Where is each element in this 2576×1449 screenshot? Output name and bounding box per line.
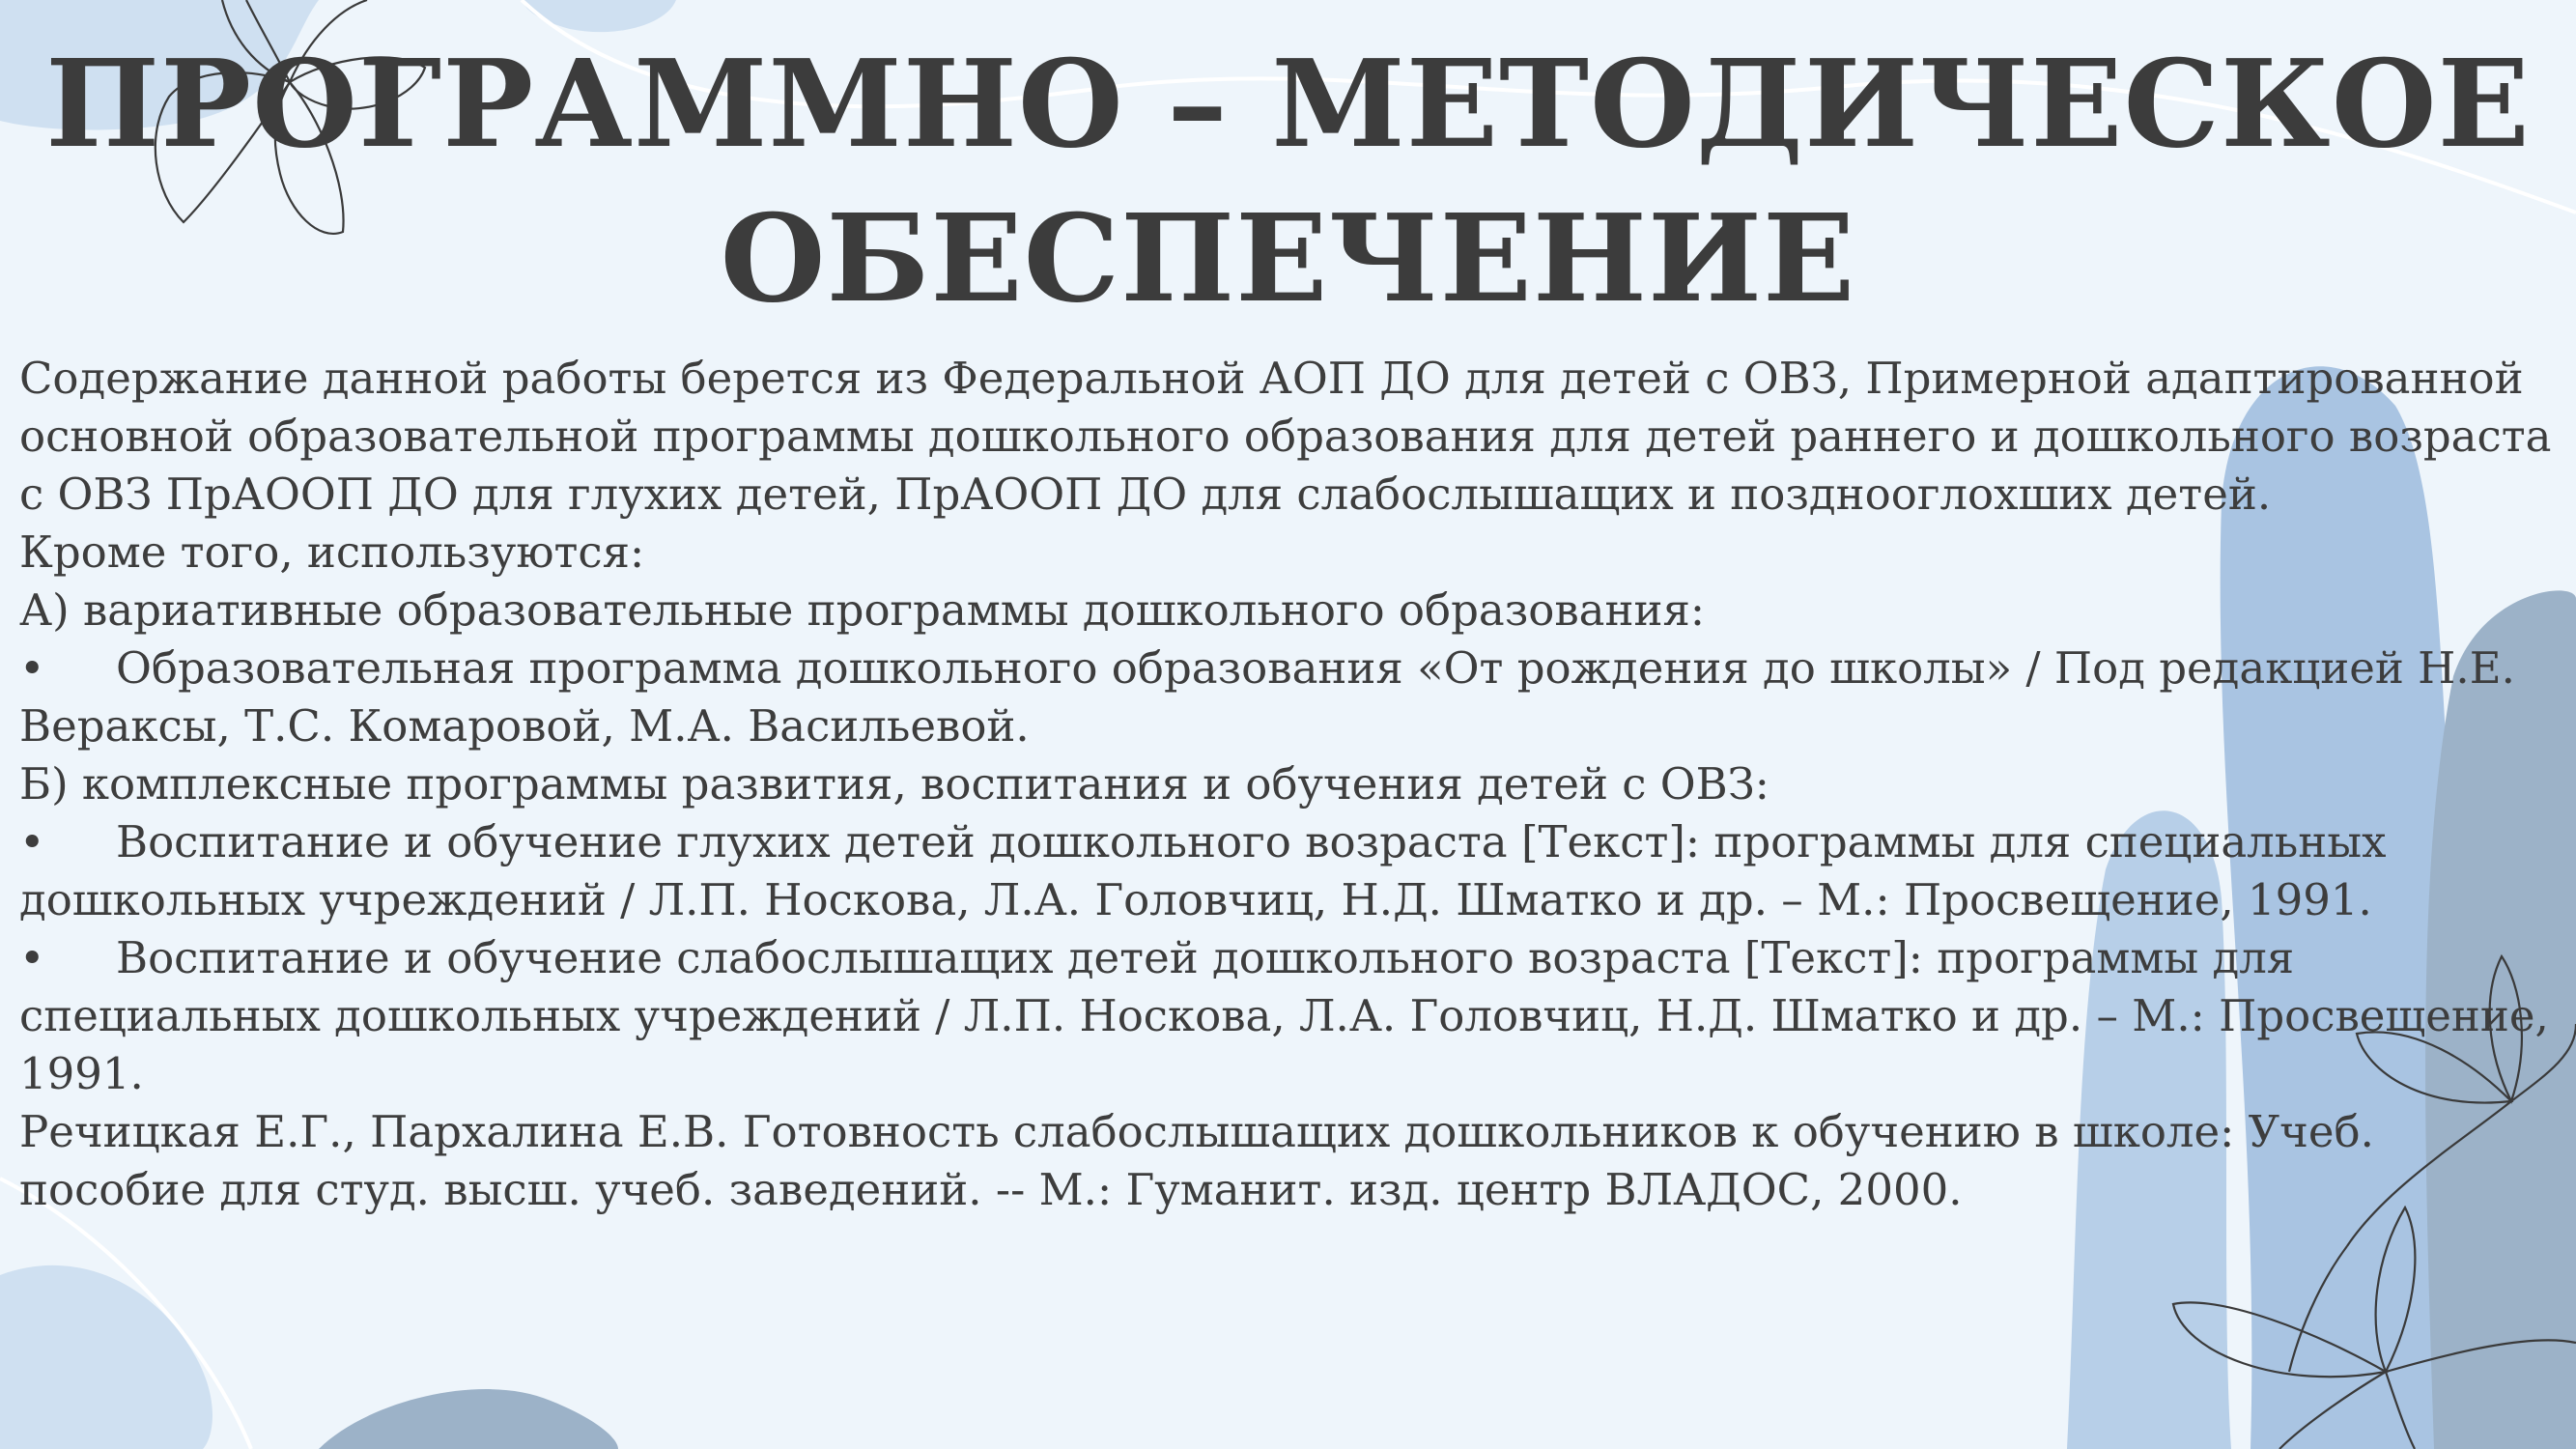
list-item (19, 813, 2560, 929)
title-line-2: ОБЕСПЕЧЕНИЕ (720, 188, 1856, 329)
bullet-icon: • (19, 642, 45, 694)
slide-title (0, 27, 2576, 336)
bullet-icon: • (19, 816, 45, 867)
list-item-text: Образовательная программа дошкольного образования «От рождения до школы» / Под редакцией Н.Е. Вераксы, Т.С. Комаровой, М.А. Васильевой. (19, 642, 2515, 752)
list-item-text: Воспитание и обучение глухих детей дошкольного возраста [Текст]: программы для специальных дошкольных учреждений / Л.П. Носкова, Л.А. Головчиц, Н.Д. Шматко и др. – М.: Просвещение, 1991. (19, 816, 2387, 925)
title-line-1: ПРОГРАММНО – МЕТОДИЧЕСКОЕ (45, 34, 2531, 175)
reference-paragraph: Речицкая Е.Г., Пархалина Е.В. Готовность слабослышащих дошкольников к обучению в школе: Учеб. пособие для студ. высш. учеб. заведений. -- М.: Гуманит. изд. центр ВЛАДОС, 2000. (19, 1106, 2374, 1215)
list-item (19, 639, 2560, 755)
list-item (19, 929, 2560, 1103)
section-b-heading: Б) комплексные программы развития, воспитания и обучения детей с ОВЗ: (19, 758, 1769, 810)
intro-paragraph: Содержание данной работы берется из Федеральной АОП ДО для детей с ОВЗ, Примерной адаптированной основной образовательной программы дошкольного образования для детей раннего и дошкольного возраста с ОВЗ ПрАООП ДО для глухих детей, ПрАООП ДО для слабослышащих и позднооглохших детей. (19, 353, 2552, 520)
bullet-icon: • (19, 932, 45, 983)
list-item-text: Воспитание и обучение слабослышащих детей дошкольного возраста [Текст]: программы для специальных дошкольных учреждений / Л.П. Носкова, Л.А. Головчиц, Н.Д. Шматко и др. – М.: Просвещение, 1991. (19, 932, 2549, 1099)
also-used-line: Кроме того, используются: (19, 526, 645, 578)
section-a-heading: А) вариативные образовательные программы дошкольного образования: (19, 584, 1706, 636)
slide-body (19, 350, 2560, 1219)
